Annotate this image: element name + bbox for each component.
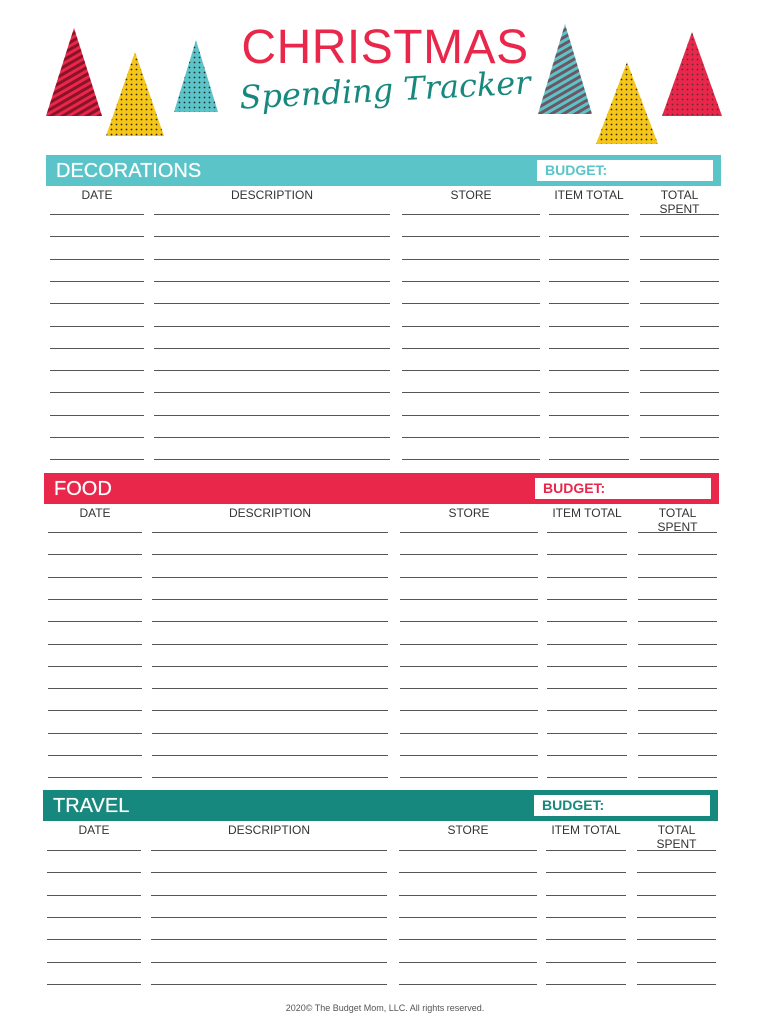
- entry-line-item-total[interactable]: [549, 459, 629, 460]
- entry-line-total-spent[interactable]: [640, 348, 719, 349]
- entry-line-item-total[interactable]: [546, 872, 626, 873]
- entry-line-item-total[interactable]: [549, 415, 629, 416]
- entry-line-total-spent[interactable]: [637, 850, 716, 851]
- entry-line-date[interactable]: [50, 415, 144, 416]
- entry-line-description[interactable]: [152, 710, 388, 711]
- entry-line-date[interactable]: [48, 621, 142, 622]
- entry-line-store[interactable]: [399, 962, 537, 963]
- column-header-description: DESCRIPTION: [230, 188, 313, 202]
- entry-line-item-total[interactable]: [547, 621, 627, 622]
- entry-line-description[interactable]: [152, 688, 388, 689]
- section-banner: [44, 473, 719, 504]
- entry-line-description[interactable]: [154, 214, 390, 215]
- entry-line-date[interactable]: [48, 577, 142, 578]
- entry-line-store[interactable]: [402, 281, 540, 282]
- entry-line-description[interactable]: [151, 962, 387, 963]
- entry-line-store[interactable]: [399, 895, 537, 896]
- section-title: FOOD: [54, 478, 112, 500]
- entry-line-item-total[interactable]: [547, 599, 627, 600]
- entry-line-item-total[interactable]: [547, 733, 627, 734]
- entry-line-store[interactable]: [402, 303, 540, 304]
- entry-line-store[interactable]: [402, 459, 540, 460]
- entry-line-total-spent[interactable]: [638, 644, 717, 645]
- budget-label: BUDGET:: [542, 797, 605, 813]
- entry-line-item-total[interactable]: [546, 984, 626, 985]
- column-header-item-total: ITEM TOTAL: [552, 506, 622, 520]
- entry-line-total-spent[interactable]: [640, 392, 719, 393]
- budget-field[interactable]: [534, 795, 710, 816]
- entry-line-item-total[interactable]: [549, 370, 629, 371]
- entry-line-item-total[interactable]: [547, 688, 627, 689]
- entry-line-store[interactable]: [400, 777, 538, 778]
- entry-line-store[interactable]: [400, 554, 538, 555]
- section-title: TRAVEL: [53, 795, 130, 817]
- entry-line-date[interactable]: [48, 666, 142, 667]
- entry-line-item-total[interactable]: [547, 755, 627, 756]
- entry-line-date[interactable]: [48, 554, 142, 555]
- entry-line-date[interactable]: [50, 437, 144, 438]
- column-header-description: DESCRIPTION: [227, 823, 310, 837]
- column-header-date: DATE: [81, 188, 113, 202]
- entry-line-total-spent[interactable]: [638, 710, 717, 711]
- entry-line-item-total[interactable]: [546, 962, 626, 963]
- entry-line-total-spent[interactable]: [640, 259, 719, 260]
- entry-line-date[interactable]: [47, 984, 141, 985]
- entry-line-item-total[interactable]: [546, 917, 626, 918]
- entry-line-store[interactable]: [400, 621, 538, 622]
- entry-line-description[interactable]: [152, 554, 388, 555]
- entry-line-date[interactable]: [48, 644, 142, 645]
- entry-line-date[interactable]: [47, 872, 141, 873]
- entry-line-description[interactable]: [154, 303, 390, 304]
- entry-line-date[interactable]: [50, 281, 144, 282]
- entry-line-item-total[interactable]: [546, 939, 626, 940]
- entry-line-description[interactable]: [154, 392, 390, 393]
- christmas-tree-red-left-icon: [44, 28, 104, 118]
- entry-line-total-spent[interactable]: [640, 303, 719, 304]
- entry-line-store[interactable]: [400, 710, 538, 711]
- entry-line-item-total[interactable]: [547, 710, 627, 711]
- entry-line-date[interactable]: [50, 214, 144, 215]
- budget-label: BUDGET:: [543, 480, 606, 496]
- christmas-tree-red-right-icon: [660, 32, 724, 118]
- section-title: DECORATIONS: [56, 160, 202, 182]
- entry-line-date[interactable]: [50, 392, 144, 393]
- entry-line-item-total[interactable]: [549, 326, 629, 327]
- entry-line-total-spent[interactable]: [638, 577, 717, 578]
- entry-line-store[interactable]: [402, 370, 540, 371]
- entry-line-date[interactable]: [48, 710, 142, 711]
- entry-line-date[interactable]: [48, 688, 142, 689]
- entry-line-store[interactable]: [402, 348, 540, 349]
- entry-line-total-spent[interactable]: [638, 532, 717, 533]
- section-banner: [43, 790, 718, 821]
- entry-line-store[interactable]: [402, 392, 540, 393]
- entry-line-description[interactable]: [152, 755, 388, 756]
- budget-field[interactable]: [537, 160, 713, 181]
- entry-line-total-spent[interactable]: [640, 459, 719, 460]
- entry-line-total-spent[interactable]: [640, 326, 719, 327]
- entry-line-date[interactable]: [48, 777, 142, 778]
- entry-line-date[interactable]: [50, 326, 144, 327]
- entry-line-description[interactable]: [151, 895, 387, 896]
- christmas-tree-aqua-left-icon: [172, 40, 220, 114]
- entry-line-description[interactable]: [154, 415, 390, 416]
- entry-line-description[interactable]: [151, 984, 387, 985]
- column-header-total-spent: TOTAL SPENT: [657, 506, 698, 534]
- entry-line-store[interactable]: [399, 850, 537, 851]
- copyright-footer: 2020© The Budget Mom, LLC. All rights reserved.: [285, 1003, 485, 1013]
- entry-line-date[interactable]: [48, 532, 142, 533]
- entry-line-store[interactable]: [399, 984, 537, 985]
- entry-line-item-total[interactable]: [549, 348, 629, 349]
- entry-line-item-total[interactable]: [547, 554, 627, 555]
- column-header-store: STORE: [450, 188, 492, 202]
- entry-line-item-total[interactable]: [549, 236, 629, 237]
- entry-line-item-total[interactable]: [547, 644, 627, 645]
- column-header-item-total: ITEM TOTAL: [551, 823, 621, 837]
- budget-field[interactable]: [535, 478, 711, 499]
- entry-line-total-spent[interactable]: [637, 917, 716, 918]
- column-header-store: STORE: [448, 506, 490, 520]
- entry-line-total-spent[interactable]: [640, 370, 719, 371]
- entry-line-store[interactable]: [400, 577, 538, 578]
- entry-line-store[interactable]: [402, 326, 540, 327]
- column-header-date: DATE: [79, 506, 111, 520]
- entry-line-description[interactable]: [154, 459, 390, 460]
- entry-line-description[interactable]: [154, 236, 390, 237]
- entry-line-total-spent[interactable]: [640, 415, 719, 416]
- entry-line-total-spent[interactable]: [637, 962, 716, 963]
- column-header-total-spent: TOTAL SPENT: [659, 188, 700, 216]
- entry-line-total-spent[interactable]: [638, 733, 717, 734]
- entry-line-description[interactable]: [151, 939, 387, 940]
- christmas-tree-yellow-left-icon: [104, 52, 166, 138]
- entry-line-total-spent[interactable]: [637, 872, 716, 873]
- entry-line-description[interactable]: [152, 532, 388, 533]
- christmas-tree-yellow-right-icon: [594, 62, 660, 146]
- budget-label: BUDGET:: [545, 162, 608, 178]
- entry-line-total-spent[interactable]: [638, 554, 717, 555]
- entry-line-store[interactable]: [402, 437, 540, 438]
- entry-line-description[interactable]: [154, 326, 390, 327]
- entry-line-store[interactable]: [400, 599, 538, 600]
- entry-line-total-spent[interactable]: [637, 984, 716, 985]
- entry-line-item-total[interactable]: [549, 437, 629, 438]
- entry-line-item-total[interactable]: [547, 532, 627, 533]
- entry-line-description[interactable]: [151, 850, 387, 851]
- entry-line-description[interactable]: [151, 917, 387, 918]
- entry-line-description[interactable]: [152, 621, 388, 622]
- section-banner: [46, 155, 721, 186]
- column-header-total-spent: TOTAL SPENT: [656, 823, 697, 851]
- entry-line-date[interactable]: [47, 895, 141, 896]
- entry-line-description[interactable]: [154, 437, 390, 438]
- entry-line-store[interactable]: [400, 666, 538, 667]
- entry-line-item-total[interactable]: [547, 577, 627, 578]
- entry-line-item-total[interactable]: [549, 259, 629, 260]
- entry-line-date[interactable]: [47, 939, 141, 940]
- entry-line-date[interactable]: [48, 599, 142, 600]
- entry-line-store[interactable]: [399, 872, 537, 873]
- entry-line-item-total[interactable]: [546, 895, 626, 896]
- entry-line-description[interactable]: [152, 599, 388, 600]
- entry-line-store[interactable]: [399, 939, 537, 940]
- entry-line-description[interactable]: [151, 872, 387, 873]
- entry-line-date[interactable]: [50, 370, 144, 371]
- entry-line-store[interactable]: [402, 259, 540, 260]
- entry-line-total-spent[interactable]: [638, 666, 717, 667]
- column-header-item-total: ITEM TOTAL: [554, 188, 624, 202]
- entry-line-description[interactable]: [152, 777, 388, 778]
- entry-line-store[interactable]: [402, 415, 540, 416]
- page-title: CHRISTMAS: [241, 21, 529, 74]
- entry-line-store[interactable]: [400, 733, 538, 734]
- entry-line-total-spent[interactable]: [640, 281, 719, 282]
- column-header-store: STORE: [447, 823, 489, 837]
- entry-line-store[interactable]: [402, 214, 540, 215]
- entry-line-item-total[interactable]: [547, 666, 627, 667]
- entry-line-date[interactable]: [50, 303, 144, 304]
- entry-line-total-spent[interactable]: [637, 939, 716, 940]
- column-header-description: DESCRIPTION: [228, 506, 311, 520]
- entry-line-date[interactable]: [47, 850, 141, 851]
- entry-line-date[interactable]: [47, 917, 141, 918]
- entry-line-item-total[interactable]: [549, 281, 629, 282]
- entry-line-description[interactable]: [152, 666, 388, 667]
- entry-line-item-total[interactable]: [547, 777, 627, 778]
- entry-line-total-spent[interactable]: [637, 895, 716, 896]
- entry-line-store[interactable]: [402, 236, 540, 237]
- page-subtitle: Spending Tracker: [238, 63, 532, 117]
- entry-line-date[interactable]: [50, 259, 144, 260]
- entry-line-description[interactable]: [152, 733, 388, 734]
- entry-line-store[interactable]: [400, 644, 538, 645]
- entry-line-date[interactable]: [48, 733, 142, 734]
- column-header-date: DATE: [78, 823, 110, 837]
- entry-line-store[interactable]: [400, 688, 538, 689]
- entry-line-item-total[interactable]: [546, 850, 626, 851]
- entry-line-description[interactable]: [154, 348, 390, 349]
- entry-line-total-spent[interactable]: [638, 688, 717, 689]
- entry-line-total-spent[interactable]: [640, 214, 719, 215]
- entry-line-date[interactable]: [50, 348, 144, 349]
- entry-line-total-spent[interactable]: [640, 437, 719, 438]
- entry-line-total-spent[interactable]: [640, 236, 719, 237]
- entry-line-date[interactable]: [47, 962, 141, 963]
- entry-line-description[interactable]: [154, 281, 390, 282]
- entry-line-total-spent[interactable]: [638, 777, 717, 778]
- entry-line-store[interactable]: [400, 755, 538, 756]
- entry-line-date[interactable]: [48, 755, 142, 756]
- entry-line-description[interactable]: [154, 370, 390, 371]
- entry-line-total-spent[interactable]: [638, 621, 717, 622]
- entry-line-item-total[interactable]: [549, 214, 629, 215]
- entry-line-description[interactable]: [152, 644, 388, 645]
- entry-line-total-spent[interactable]: [638, 755, 717, 756]
- entry-line-date[interactable]: [50, 459, 144, 460]
- entry-line-date[interactable]: [50, 236, 144, 237]
- entry-line-item-total[interactable]: [549, 303, 629, 304]
- entry-line-description[interactable]: [152, 577, 388, 578]
- entry-line-store[interactable]: [400, 532, 538, 533]
- entry-line-description[interactable]: [154, 259, 390, 260]
- entry-line-item-total[interactable]: [549, 392, 629, 393]
- entry-line-total-spent[interactable]: [638, 599, 717, 600]
- entry-line-store[interactable]: [399, 917, 537, 918]
